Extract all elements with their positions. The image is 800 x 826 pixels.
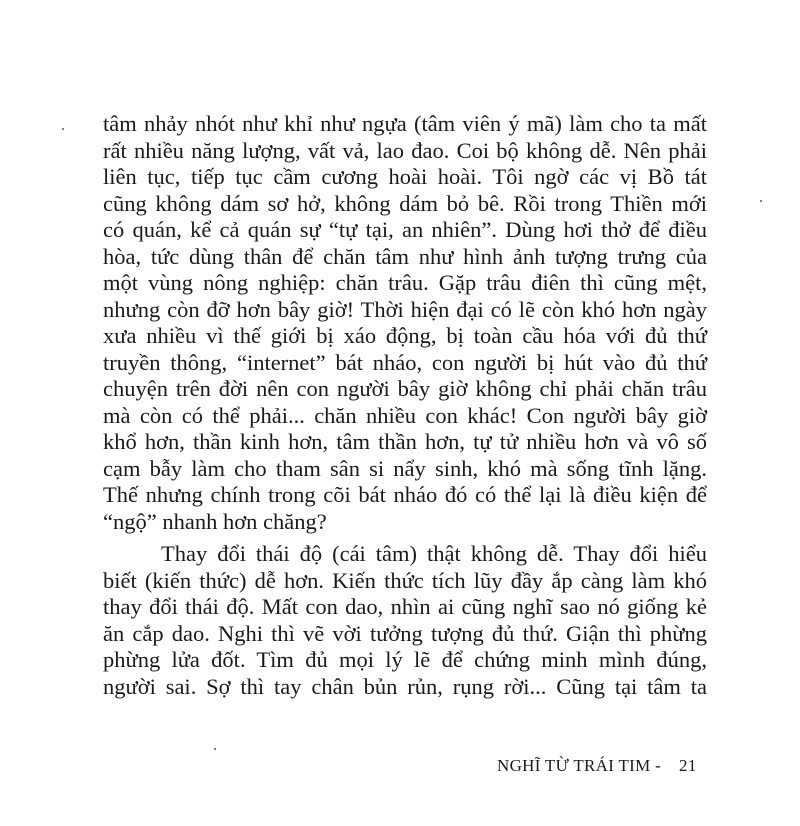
- text-line: Thế nhưng chính trong cõi bát nháo đó có thể lại là điều kiện để: [103, 482, 707, 507]
- text-line: cũng không dám sơ hở, không dám bỏ bê. Rồi trong Thiền mới: [103, 190, 707, 216]
- text-line: mà còn có thể phải... chăn nhiều con khác! Con người bây giờ: [103, 402, 707, 428]
- text-line: cạm bẫy làm cho tham sân si nẩy sinh, khó mà sống tĩnh lặng.: [103, 455, 707, 481]
- paragraph-1: [103, 111, 707, 535]
- text-line: thay đổi thái độ. Mất con dao, nhìn ai cũng nghĩ sao nó giống kẻ: [103, 594, 707, 619]
- text-line: biết (kiến thức) dễ hơn. Kiến thức tích lũy đầy ắp càng làm khó: [103, 567, 707, 593]
- text-line: rất nhiều năng lượng, vất vả, lao đao. Coi bộ không dễ. Nên phải: [103, 137, 707, 163]
- text-line: Thay đổi thái độ (cái tâm) thật không dễ. Thay đổi hiểu: [161, 541, 707, 566]
- text-line: ăn cắp dao. Nghi thì vẽ vời tưởng tượng đủ thứ. Giận thì phừng: [103, 620, 707, 646]
- text-line: truyền thông, “internet” bát nháo, con người bị hút vào đủ thứ: [103, 349, 707, 375]
- text-line: liên tục, tiếp tục cầm cương hoài hoài. Tôi ngờ các vị Bồ tát: [103, 164, 707, 189]
- text-line: “ngộ” nhanh hơn chăng?: [103, 508, 327, 534]
- text-line: một vùng nông nghiệp: chăn trâu. Gặp trâu điên thì cũng mệt,: [103, 270, 707, 295]
- text-line: phừng lửa đốt. Tìm đủ mọi lý lẽ để chứng minh mình đúng,: [103, 647, 707, 672]
- scan-speck: [62, 128, 64, 130]
- page-number: 21: [679, 756, 697, 775]
- scan-speck: [760, 200, 762, 202]
- text-line: tâm nhảy nhót như khỉ như ngựa (tâm viên ý mã) làm cho ta mất: [103, 111, 707, 136]
- text-line: xưa nhiều vì thế giới bị xáo động, bị toàn cầu hóa với đủ thứ: [103, 323, 707, 348]
- page-footer: [497, 756, 707, 776]
- text-line: khổ hơn, thần kinh hơn, tâm thần hơn, tự tử nhiều hơn và vô số: [103, 429, 707, 454]
- text-line: hòa, tức dùng thân để chăn tâm như hình ảnh tượng trưng của: [103, 243, 707, 269]
- paragraph-2: [103, 541, 707, 700]
- running-title: NGHĨ TỪ TRÁI TIM -: [497, 756, 662, 775]
- scan-speck: [214, 748, 216, 750]
- text-line: nhưng còn đỡ hơn bây giờ! Thời hiện đại có lẽ còn khó hơn ngày: [103, 296, 707, 322]
- text-line: người sai. Sợ thì tay chân bủn rủn, rụng rời... Cũng tại tâm ta: [103, 673, 707, 699]
- text-line: chuyện trên đời nên con người bây giờ không chỉ phải chăn trâu: [103, 376, 707, 401]
- text-line: có quán, kể cả quán sự “tự tại, an nhiên”. Dùng hơi thở để điều: [103, 217, 707, 242]
